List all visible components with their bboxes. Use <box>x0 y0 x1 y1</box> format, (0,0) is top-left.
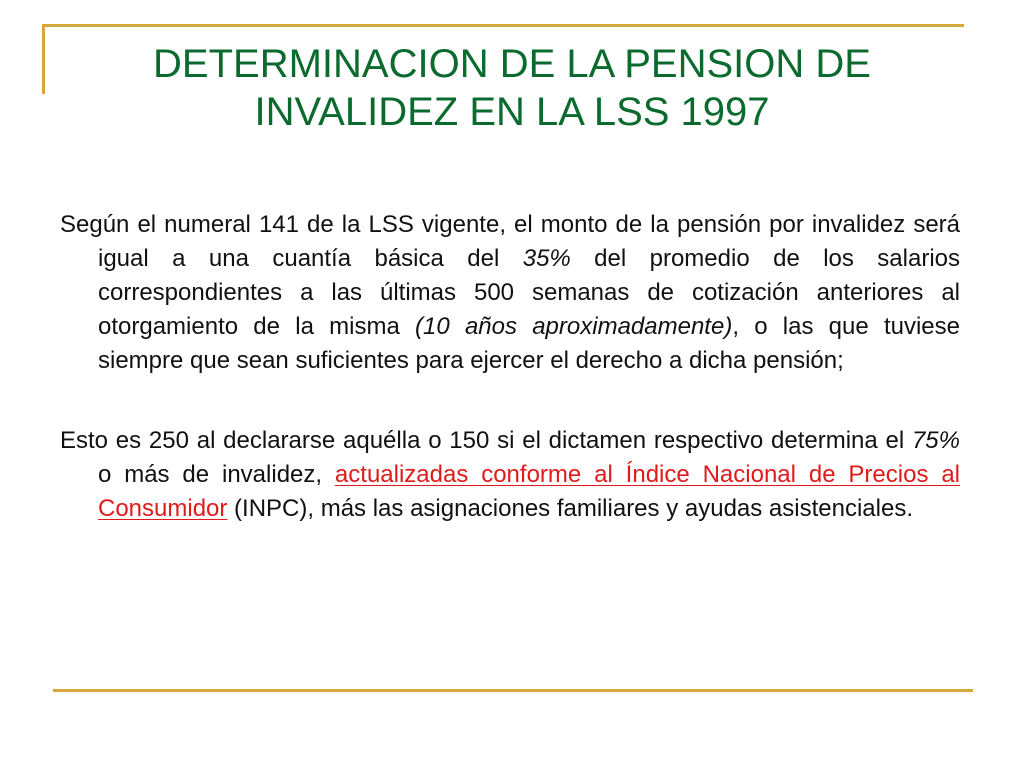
paragraph-2 <box>60 424 960 526</box>
slide-title <box>60 40 964 136</box>
top-accent-rule <box>42 24 964 27</box>
title-line-1: DETERMINACION DE LA PENSION DE <box>153 42 871 86</box>
inpc-link[interactable]: actualizadas conforme al Índice Nacional de Precios al Consumidor <box>98 461 960 522</box>
percentage-75: 75% <box>911 427 960 454</box>
paragraph-2-text-a: Esto es 250 al declararse aquélla o 150 si el dictamen respectivo determina el <box>60 427 912 454</box>
percentage-35: 35% <box>522 245 571 272</box>
bottom-accent-rule <box>53 689 973 692</box>
paragraph-1-text-a: Según el numeral 141 de la LSS vigente, el monto de la pensión por invalidez será igual a una cuantía básica del <box>60 211 960 272</box>
paragraph-2-text-b: o más de invalidez, <box>98 461 335 488</box>
title-line-2: INVALIDEZ EN LA LSS 1997 <box>254 90 770 134</box>
paragraph-1 <box>60 208 960 378</box>
paragraph-1-text-b: del promedio de los salarios correspondientes a las últimas 500 semanas de cotización anteriores al otorgamiento de la misma <box>98 245 960 340</box>
paragraph-2-text-c: (INPC), más las asignaciones familiares y ayudas asistenciales. <box>227 495 913 522</box>
left-accent-rule <box>42 24 45 94</box>
slide-body <box>60 208 960 526</box>
approx-years-note: (10 años aproximadamente) <box>415 313 733 340</box>
paragraph-1-text-c: , o las que tuviese siempre que sean suficientes para ejercer el derecho a dicha pensión; <box>98 313 960 374</box>
